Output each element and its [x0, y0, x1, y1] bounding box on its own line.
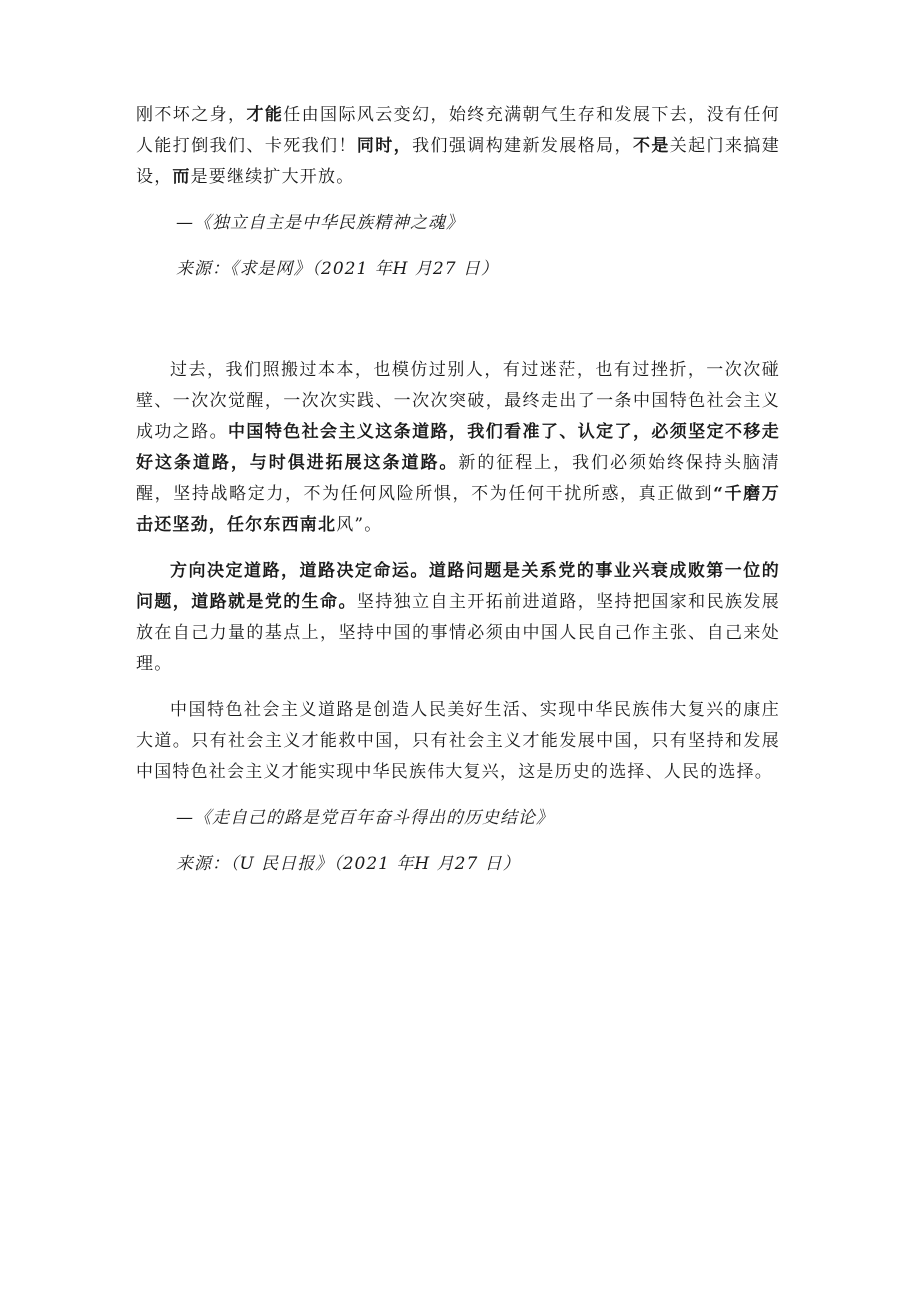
para3-text-1: 坚持独立自主开拓前进道路，坚持把国家和民族发展放在自己力量的基点上，坚持中国的事情必须由中国人民自己作主张、自己来处理。: [136, 592, 780, 674]
para2-text-2: 新的征程上，我们必须始终保持头脑清醒，坚持战略定力，不为任何风险所惧，不为任何干扰所惑，真正做到: [136, 453, 780, 504]
para1-bold-3: 不是: [632, 136, 670, 156]
para1-text-2: 任由国际风云变幻，始终充满朝气生存和发展下去，没有任何人能打倒我们、卡死我们！: [136, 105, 780, 156]
citation-title-1: —《独立自主是中华民族精神之魂》: [176, 213, 464, 233]
citation-source-1: 来源：《求是网》（2021 年H 月27 日）: [176, 259, 499, 279]
para1-text-1: 刚不坏之身，: [136, 105, 247, 125]
paragraph-1: [136, 100, 780, 193]
para2-bold-1: 中国特色社会主义这条道路，我们看准了、认定了，必须坚定不移走好这条道路，与时俱进拓展这条道路。: [136, 422, 781, 473]
para1-text-3: 我们强调构建新发展格局，: [412, 136, 633, 156]
document-page: [136, 100, 780, 880]
paragraph-3: [136, 556, 780, 680]
para3-bold-1: 方向决定道路，道路决定命运。道路问题是关系党的事业兴衰成败第一位的问题，道路就是党的生命。: [136, 561, 780, 612]
para1-text-5: 是要继续扩大开放。: [190, 167, 355, 187]
para2-bold-2: “千磨万击还坚劲，任尔东西南北: [136, 484, 780, 535]
citation-title-2: —《走自己的路是党百年奋斗得出的历史结论》: [176, 808, 554, 828]
para1-bold-2: 同时，: [356, 136, 413, 156]
paragraph-2: [136, 355, 780, 541]
para1-bold-1: 才能: [246, 105, 284, 125]
para1-text-4: 关起门来搞建设，: [136, 136, 780, 187]
citation-source-2: 来源：（U 民日报》（2021 年H 月27 日）: [176, 854, 521, 874]
para2-text-1: 过去，我们照搬过本本，也模仿过别人，有过迷茫，也有过挫折，一次次碰壁、一次次觉醒，一次次实践、一次次突破，最终走出了一条中国特色社会主义成功之路。: [136, 360, 780, 442]
paragraph-4: 中国特色社会主义道路是创造人民美好生活、实现中华民族伟大复兴的康庄大道。只有社会主义才能救中国，只有社会主义才能发展中国，只有坚持和发展中国特色社会主义才能实现中华民族伟大复兴，这是历史的选择、人民的选择。: [136, 700, 780, 782]
para2-text-3: 风”。: [336, 515, 383, 535]
para1-bold-4: 而: [172, 167, 191, 187]
